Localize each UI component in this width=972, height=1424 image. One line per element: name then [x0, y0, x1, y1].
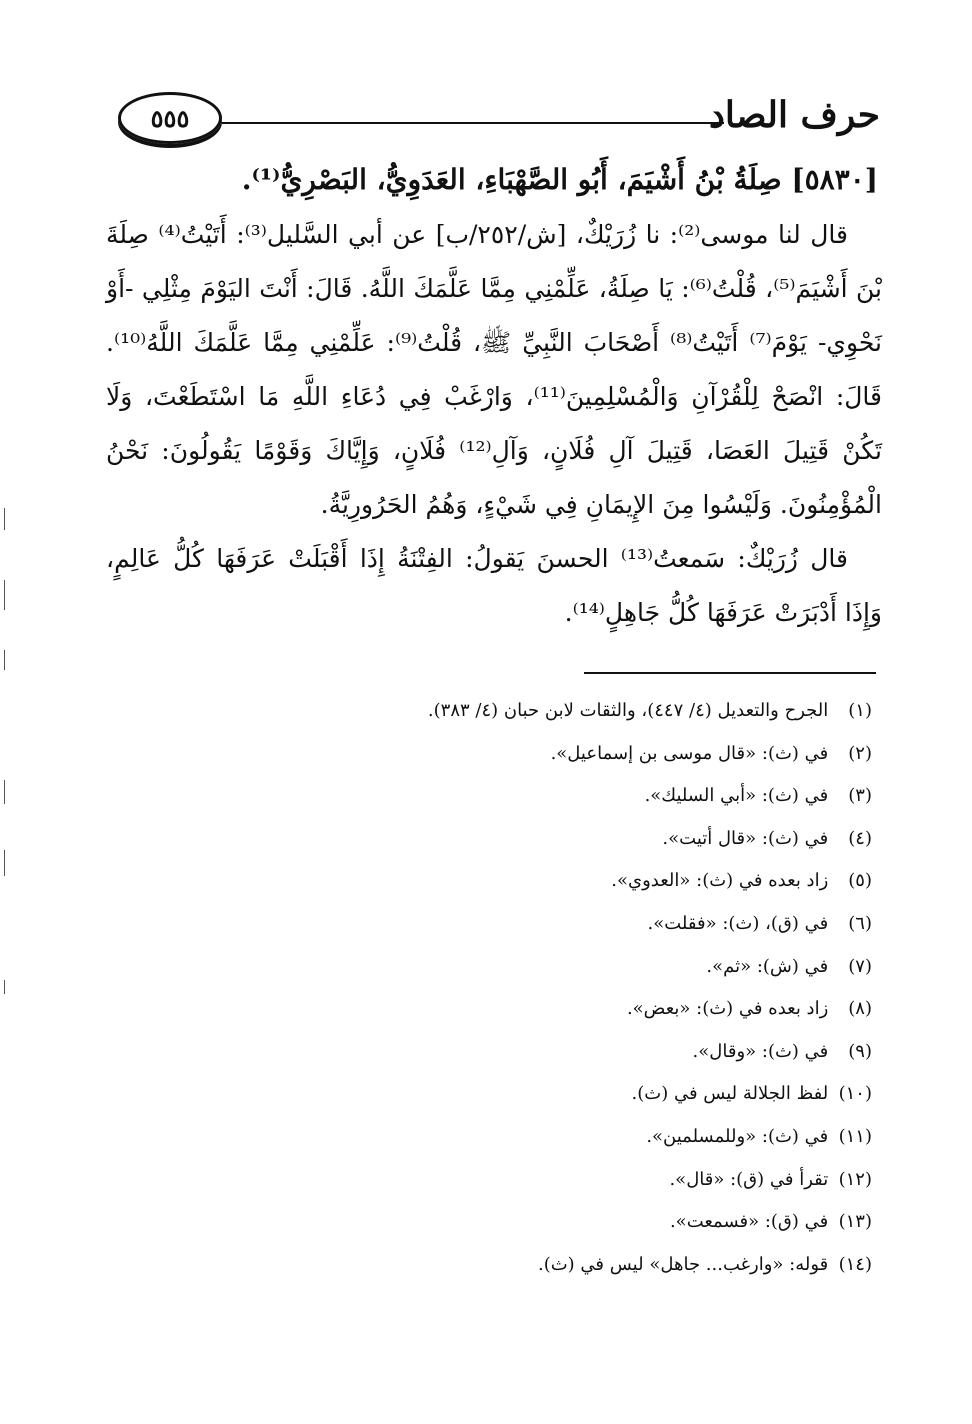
- main-text: [106, 152, 882, 640]
- footnote-number: (٣): [848, 785, 872, 807]
- scan-mark: [4, 508, 5, 530]
- footnote-item: [112, 1159, 872, 1202]
- footnote-item: [112, 1073, 872, 1116]
- footnote-text: في (ش): «ثم».: [706, 955, 829, 977]
- footnote-item: [112, 946, 872, 989]
- footnote-text: تقرأ في (ق): «قال».: [669, 1168, 829, 1190]
- footnote-number: (٥): [848, 870, 872, 892]
- footnote-text: الجرح والتعديل (٤/ ٤٤٧)، والثقات لابن حبان (٤/ ٣٨٣).: [427, 700, 829, 721]
- footnote-number: (١٤): [838, 1253, 872, 1275]
- footnote-item: [112, 1031, 872, 1074]
- footnote-number: (١٠): [838, 1083, 872, 1105]
- footnote-text: في (ث): «قال أتيت».: [662, 827, 829, 849]
- footnote-text: زاد بعده في (ث): «العدوي».: [611, 870, 829, 892]
- footnote-text: زاد بعده في (ث): «بعض».: [626, 998, 829, 1020]
- scan-mark: [4, 580, 5, 610]
- footnote-item: [112, 860, 872, 903]
- footnotes-list: [112, 690, 872, 1286]
- scan-mark: [4, 980, 5, 994]
- scan-mark: [4, 850, 5, 876]
- footnote-text: لفظ الجلالة ليس في (ث).: [631, 1083, 829, 1105]
- entry-body: [106, 208, 882, 640]
- footnote-text: قوله: «وارغب... جاهل» ليس في (ث).: [537, 1253, 829, 1275]
- header-rule: [222, 122, 724, 124]
- entry-heading: [٥٨٣٠] صِلَةُ بْنُ أَشْيَمَ، أَبُو الصَّهْبَاءِ، العَدَوِيُّ، البَصْرِيُّ⁽¹⁾.: [241, 163, 878, 196]
- footnote-number: (٤): [848, 827, 872, 849]
- footnote-number: (٨): [848, 998, 872, 1020]
- entry-paragraph-2: قال زُرَيْكٌ: سَمعتُ⁽¹³⁾ الحسنَ يَقولُ: الفِتْنَةُ إِذَا أَقْبَلَتْ عَرَفَهَا كُلُّ عَالِمٍ، وَإِذَا أَدْبَرَتْ عَرَفَهَا كُلُّ جَاهِلٍ⁽¹⁴⁾.: [106, 544, 882, 627]
- scan-margin-marks: [4, 450, 10, 1010]
- entry-paragraph-1: قال لنا موسى⁽²⁾: نا زُرَيْكٌ، [ش/٢٥٢/ب] عن أبي السَّليل⁽³⁾: أَتَيْتُ⁽⁴⁾ صِلَةَ بْنَ أَشْيَمَ⁽⁵⁾، قُلْتُ⁽⁶⁾: يَا صِلَةُ، عَلِّمْنِي مِمَّا عَلَّمَكَ اللَّهُ. قَالَ: أَنْتَ اليَوْمَ مِثْلِي -أَوْ نَحْوِي- يَوْمَ⁽⁷⁾ أَتَيْتُ⁽⁸⁾ أَصْحَابَ النَّبِيِّ ﷺ، قُلْتُ⁽⁹⁾: عَلِّمْنِي مِمَّا عَلَّمَكَ اللَّهُ⁽¹⁰⁾. قَالَ: انْصَحْ لِلْقُرْآنِ وَالْمُسْلِمِينَ⁽¹¹⁾، وَارْغَبْ فِي دُعَاءِ اللَّهِ مَا اسْتَطَعْتَ، وَلَا تَكُنْ قَتِيلَ العَصَا، قَتِيلَ آلِ فُلَانٍ، وَآلِ⁽¹²⁾ فُلَانٍ، وَإِيَّاكَ وَقَوْمًا يَقُولُونَ: نَحْنُ الْمُؤْمِنُونَ. وَلَيْسُوا مِنَ الإِيمَانِ فِي شَيْءٍ، وَهُمُ الحَرُورِيَّةُ.: [106, 220, 883, 519]
- footnote-number: (٩): [848, 1040, 872, 1062]
- footnote-text: في (ث): «وقال».: [692, 1040, 829, 1062]
- footnote-item: [112, 1201, 872, 1244]
- footnote-text: في (ث): «قال موسى بن إسماعيل».: [550, 742, 829, 764]
- footnote-item: [112, 775, 872, 818]
- scan-mark: [4, 780, 5, 804]
- footnote-item: [112, 733, 872, 776]
- running-title: حرف الصاد: [708, 94, 880, 136]
- footnote-number: (٦): [848, 912, 872, 934]
- footnote-item: [112, 818, 872, 861]
- scan-mark: [4, 650, 5, 670]
- footnote-number: (٧): [848, 955, 872, 977]
- page-number: ٥٥٥: [118, 92, 222, 144]
- footnote-text: في (ث): «وللمسلمين».: [646, 1125, 829, 1147]
- footnote-item: [112, 988, 872, 1031]
- footnote-text: في (ث): «أبي السليك».: [644, 785, 829, 807]
- footnote-text: في (ق): «فسمعت».: [669, 1211, 829, 1233]
- footnote-number: (١٣): [838, 1211, 872, 1233]
- footnote-number: (١): [848, 700, 872, 721]
- footnote-item: [112, 1116, 872, 1159]
- footnote-item: [112, 903, 872, 946]
- footnote-text: في (ق)، (ث): «فقلت».: [647, 912, 829, 934]
- footnote-number: (١٢): [838, 1168, 872, 1190]
- footnote-item: [112, 1244, 872, 1287]
- footnote-item: [112, 690, 872, 733]
- footnote-separator: [584, 672, 876, 674]
- footnote-number: (١١): [838, 1125, 872, 1147]
- page-header: [118, 88, 880, 150]
- footnote-number: (٢): [848, 742, 872, 764]
